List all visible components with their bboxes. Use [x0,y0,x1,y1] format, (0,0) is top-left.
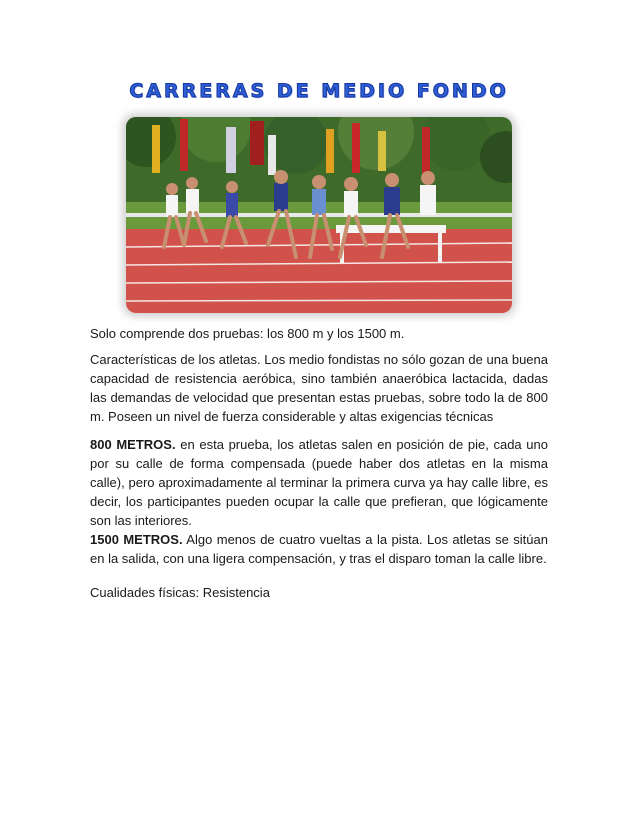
800m-paragraph [90,435,548,530]
race-photo [126,117,512,313]
1500m-heading: 1500 METROS. [90,532,183,547]
characteristics-paragraph: Características de los atletas. Los medio fondistas no sólo gozan de una buena capacidad de resistencia aeróbica, sino también anaeróbica lactacida, dadas las demandas de velocidad que presentan estas pruebas, sobre todo la de 800 m. Poseen un nivel de fuerza considerable y altas exigencias técnicas [90,352,548,424]
800m-heading: 800 METROS. [90,437,176,452]
page-title: CARRERAS DE MEDIO FONDO [129,80,509,102]
1500m-paragraph [90,530,548,568]
runners-track-photo [126,117,512,313]
physical-qualities-paragraph: Cualidades físicas: Resistencia [90,585,270,600]
1500m-text: Algo menos de cuatro vueltas a la pista. Los atletas se sitúan en la salida, con una ligera compensación, y tras el disparo toman la calle libre. [90,532,548,566]
events-paragraph: Solo comprende dos pruebas: los 800 m y los 1500 m. [90,326,405,341]
800m-text: en esta prueba, los atletas salen en posición de pie, cada uno por su calle de forma compensada (puede haber dos atletas en la misma calle), pero aproximadamente al terminar la primera curva ya hay calle libre, es decir, los participantes pueden ocupar la calle que prefieran, que lógicamente son las interiores. [90,437,549,528]
